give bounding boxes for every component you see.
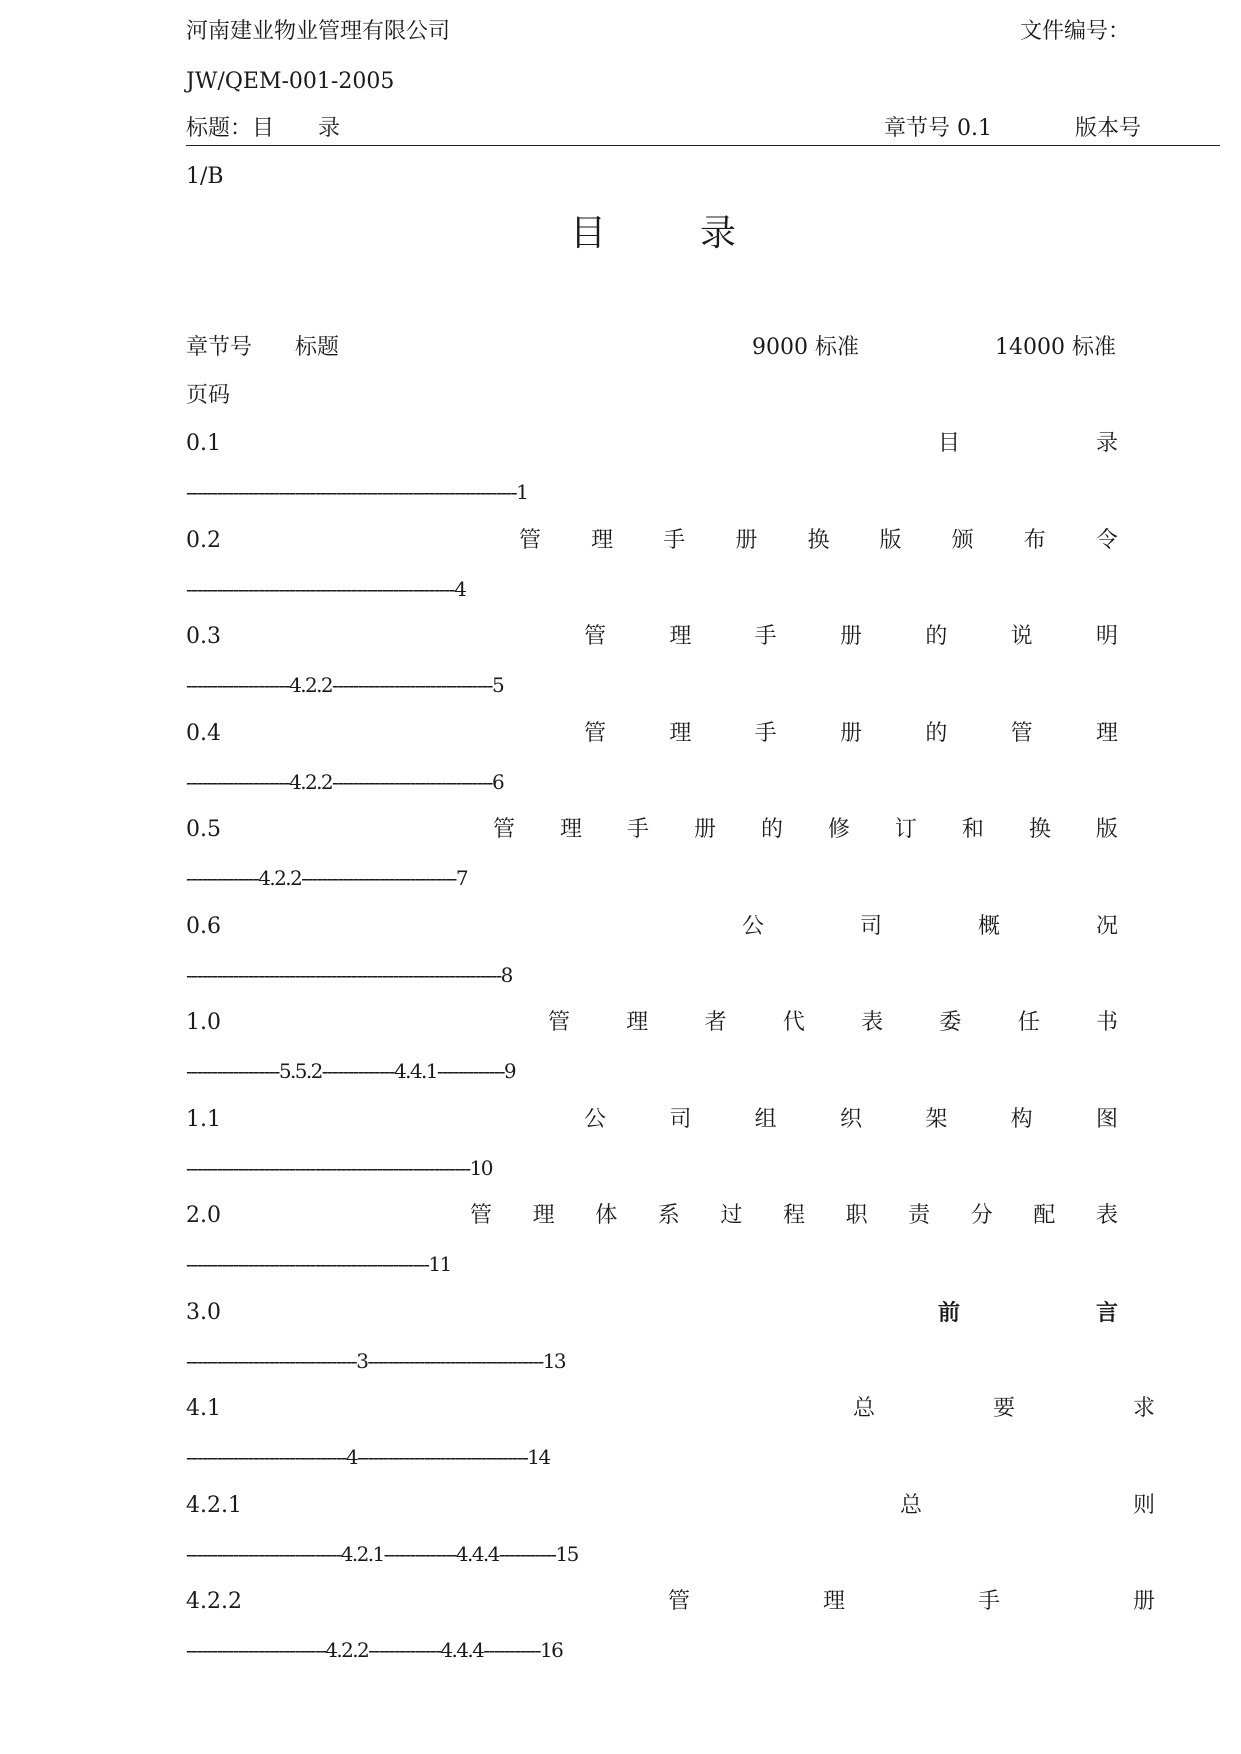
toc-title-char: 程	[782, 1203, 805, 1228]
toc-title-char: 颁	[951, 527, 974, 553]
toc-title-char: 况	[1095, 913, 1118, 939]
toc-title-char: 手	[977, 1589, 1000, 1614]
toc-entry-leader: ----------------------------------------------------4	[186, 576, 466, 601]
toc-entry-number: 0.2	[186, 527, 221, 553]
toc-title-char: 理	[1095, 720, 1118, 746]
toc-entry-number: 4.2.2	[186, 1589, 242, 1614]
toc-entry-number: 2.0	[186, 1203, 221, 1228]
toc-title-char: 册	[693, 817, 716, 842]
toc-title-char: 言	[1095, 1299, 1118, 1326]
toc-title-char: 的	[925, 720, 948, 746]
toc-title-char: 册	[735, 527, 758, 553]
toc-entry-number: 0.6	[186, 913, 221, 939]
toc-entry-leader: ---------------------------------3----------------------------------13	[186, 1348, 565, 1373]
toc-title-char: 理	[591, 527, 614, 553]
toc-title-char: 录	[1095, 431, 1118, 456]
toc-title-char: 司	[669, 1106, 692, 1132]
toc-title-char: 公	[742, 913, 765, 939]
toc-title-char: 理	[559, 817, 582, 842]
toc-entry-leader: ------------------------------4.2.1--------------4.4.4-----------15	[186, 1541, 578, 1566]
toc-title-char: 则	[1132, 1492, 1155, 1518]
toc-entry-title	[900, 1491, 1155, 1521]
toc-title-char: 总	[900, 1492, 923, 1518]
toc-title-char: 理	[532, 1203, 555, 1228]
toc-entry-leader: --------------4.2.2------------------------------7	[186, 866, 467, 890]
column-page: 页码	[186, 383, 231, 408]
toc-title-char: 换	[1028, 817, 1051, 842]
chapter-number: 章节号 0.1	[884, 116, 992, 141]
toc-entry-number: 1.0	[186, 1010, 221, 1035]
toc-title-char: 总	[853, 1396, 876, 1421]
title-char: 目	[570, 213, 607, 254]
toc-title-char: 表	[861, 1010, 884, 1035]
toc-title-char: 委	[939, 1010, 962, 1035]
toc-title-char: 和	[961, 817, 984, 842]
document-title	[0, 212, 1241, 256]
doc-number-value: JW/QEM-001-2005	[186, 69, 395, 94]
toc-title-char: 职	[845, 1203, 868, 1228]
toc-entry-leader: -------------------------------------------------------------8	[186, 962, 512, 987]
toc-entry-title	[668, 1587, 1155, 1617]
toc-title-char: 书	[1095, 1010, 1118, 1035]
toc-title-char: 系	[657, 1203, 680, 1228]
toc-entry-number: 0.4	[186, 720, 221, 746]
toc-title-char: 版	[879, 527, 902, 553]
version-value: 1/B	[186, 164, 224, 189]
toc-title-char: 手	[663, 527, 686, 553]
toc-title-char: 的	[760, 817, 783, 842]
toc-title-char: 管	[493, 817, 516, 842]
toc-title-char: 管	[470, 1203, 493, 1228]
toc-entry-title	[742, 912, 1118, 942]
toc-title-char: 目	[938, 431, 961, 456]
toc-title-char: 公	[584, 1106, 607, 1132]
toc-title-char: 织	[839, 1106, 862, 1132]
toc-entry-leader: ---------------------------4.2.2--------------4.4.4-----------16	[186, 1638, 563, 1662]
toc-title-char: 代	[782, 1010, 805, 1035]
toc-entry-leader: ----------------------------------------------------------------1	[186, 480, 528, 504]
header-title: 标题：目 录	[186, 116, 341, 141]
toc-entry-title	[519, 526, 1118, 556]
toc-title-char: 说	[1010, 624, 1033, 649]
toc-title-char: 配	[1033, 1203, 1056, 1228]
toc-entry-title	[470, 1201, 1118, 1231]
toc-entry-leader: -------------------------------4---------------------------------14	[186, 1445, 550, 1469]
toc-title-char: 者	[704, 1010, 727, 1035]
toc-title-char: 明	[1095, 624, 1118, 649]
toc-title-char: 理	[669, 624, 692, 649]
toc-title-char: 版	[1095, 817, 1118, 842]
column-9000: 9000 标准	[752, 335, 859, 360]
toc-title-char: 求	[1132, 1396, 1155, 1421]
toc-title-char: 架	[925, 1106, 948, 1132]
toc-title-char: 手	[754, 720, 777, 746]
toc-entry-leader: ------------------5.5.2--------------4.4.1-------------9	[186, 1059, 516, 1083]
toc-entry-title	[853, 1394, 1155, 1424]
toc-title-char: 组	[754, 1106, 777, 1132]
toc-title-char: 体	[595, 1203, 618, 1228]
toc-title-char: 管	[584, 624, 607, 649]
toc-entry-title	[584, 719, 1118, 749]
toc-title-char: 管	[584, 720, 607, 746]
doc-number-label: 文件编号：	[1020, 19, 1131, 44]
header-divider	[186, 145, 1220, 146]
toc-title-char: 理	[626, 1010, 649, 1035]
toc-entry-leader: --------------------4.2.2-------------------------------5	[186, 673, 504, 697]
toc-title-char: 修	[827, 817, 850, 842]
toc-title-char: 的	[925, 624, 948, 649]
toc-entry-number: 4.2.1	[186, 1492, 242, 1518]
toc-title-char: 令	[1095, 527, 1118, 553]
toc-title-char: 任	[1017, 1010, 1040, 1035]
toc-entry-title	[584, 622, 1118, 652]
toc-title-char: 管	[519, 527, 542, 553]
toc-title-char: 理	[822, 1589, 845, 1614]
column-title: 标题	[295, 335, 340, 360]
column-14000: 14000 标准	[995, 335, 1116, 360]
toc-title-char: 手	[754, 624, 777, 649]
toc-title-char: 册	[839, 720, 862, 746]
toc-title-char: 过	[720, 1203, 743, 1228]
toc-entry-number: 0.3	[186, 624, 221, 649]
toc-title-char: 概	[977, 913, 1000, 939]
toc-entry-number: 1.1	[186, 1106, 221, 1132]
toc-title-char: 册	[839, 624, 862, 649]
toc-title-char: 手	[626, 817, 649, 842]
toc-title-char: 布	[1023, 527, 1046, 553]
toc-title-char: 管	[548, 1010, 571, 1035]
toc-title-char: 管	[1010, 720, 1033, 746]
toc-entry-leader: --------------------4.2.2-------------------------------6	[186, 769, 504, 794]
toc-title-char: 管	[668, 1589, 691, 1614]
toc-entry-title	[493, 815, 1118, 845]
toc-entry-number: 4.1	[186, 1396, 221, 1421]
toc-title-char: 分	[970, 1203, 993, 1228]
toc-entry-leader: -------------------------------------------------------10	[186, 1155, 492, 1180]
toc-title-char: 表	[1095, 1203, 1118, 1228]
toc-entry-leader: -----------------------------------------------11	[186, 1252, 451, 1276]
toc-title-char: 册	[1132, 1589, 1155, 1614]
toc-entry-number: 0.5	[186, 817, 221, 842]
toc-title-char: 订	[894, 817, 917, 842]
toc-entry-title	[938, 429, 1118, 459]
toc-entry-title	[548, 1008, 1118, 1038]
toc-title-char: 前	[938, 1299, 961, 1326]
toc-title-char: 司	[859, 913, 882, 939]
toc-entry-number: 3.0	[186, 1299, 221, 1325]
column-chapter: 章节号	[186, 335, 253, 360]
toc-title-char: 要	[992, 1396, 1015, 1421]
toc-entry-title	[938, 1298, 1118, 1328]
toc-entry-number: 0.1	[186, 431, 221, 456]
title-char: 录	[700, 213, 737, 254]
company-name: 河南建业物业管理有限公司	[186, 19, 451, 44]
toc-title-char: 图	[1095, 1106, 1118, 1132]
toc-title-char: 理	[669, 720, 692, 746]
version-label: 版本号	[1075, 116, 1142, 141]
toc-title-char: 构	[1010, 1106, 1033, 1132]
toc-entry-title	[584, 1105, 1118, 1135]
toc-title-char: 换	[807, 527, 830, 553]
toc-title-char: 责	[908, 1203, 931, 1228]
